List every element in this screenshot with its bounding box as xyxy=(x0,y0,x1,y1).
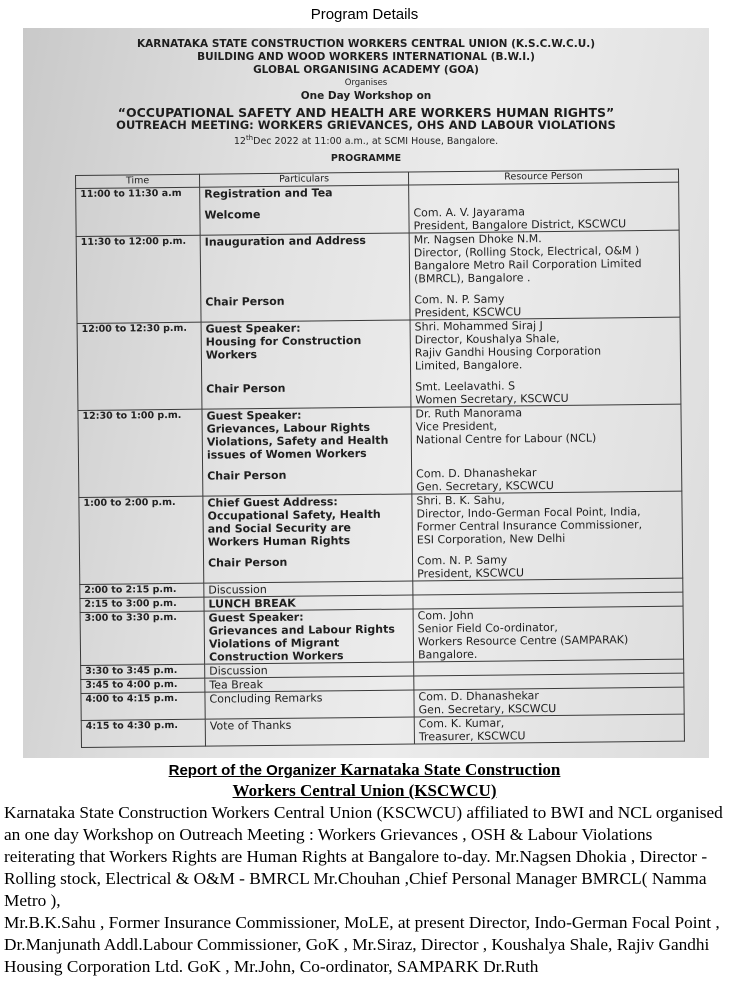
goa-name: GLOBAL ORGANISING ACADEMY (GOA) xyxy=(253,64,479,76)
table-row xyxy=(76,230,680,323)
photo-header xyxy=(23,38,709,165)
bwi-name: BUILDING AND WOOD WORKERS INTERNATIONAL (B.W.I.) xyxy=(197,51,535,63)
particulars-item: Discussion xyxy=(209,664,268,678)
time-cell: 4:15 to 4:30 p.m. xyxy=(81,719,205,747)
time-cell: 2:00 to 2:15 p.m. xyxy=(80,583,204,598)
table-row xyxy=(76,182,679,236)
time-cell: 11:30 to 12:00 p.m. xyxy=(76,235,201,323)
resource-item: Dr. Ruth Manorama Vice President, National Centre for Labour (NCL) xyxy=(415,406,597,447)
workshop-label: One Day Workshop on xyxy=(300,90,432,102)
resource-item: Com. N. P. Samy President, KSCWCU xyxy=(414,292,522,320)
time-cell: 4:00 to 4:15 p.m. xyxy=(81,692,205,720)
resource-cell xyxy=(409,230,680,320)
programme-table-body xyxy=(76,182,685,747)
particulars-cell xyxy=(205,690,414,719)
resource-item: Com. A. V. Jayarama President, Bangalore District, KSCWCU xyxy=(413,205,627,233)
particulars-item: Guest Speaker: Grievances and Labour Rights Violations of Migrant Construction Workers xyxy=(208,610,395,664)
particulars-item: Inauguration and Address xyxy=(204,233,366,249)
column-header-resource: Resource Person xyxy=(408,169,678,185)
time-cell: 1:00 to 2:00 p.m. xyxy=(79,496,204,584)
resource-item: Com. K. Kumar, Treasurer, KSCWCU xyxy=(418,716,526,744)
union-name: KARNATAKA STATE CONSTRUCTION WORKERS CENTRAL UNION (K.S.C.W.C.U.) xyxy=(136,38,596,50)
table-row xyxy=(77,317,681,410)
resource-cell xyxy=(409,182,679,233)
resource-item xyxy=(413,183,674,207)
page-heading: Program Details xyxy=(310,6,419,23)
table-row xyxy=(79,491,683,584)
report-paragraph: Mr.B.K.Sahu , Former Insurance Commissioner, MoLE, at present Director, Indo-German Focal Point , xyxy=(4,913,720,932)
resource-cell xyxy=(414,687,684,717)
report-body xyxy=(4,802,726,978)
resource-item: Com. John Senior Field Co-ordinator, Workers Resource Centre (SAMPARAK) Bangalore. xyxy=(417,608,629,662)
resource-item: Com. N. P. Samy President, KSCWCU xyxy=(416,553,525,581)
programme-table xyxy=(75,169,685,748)
particulars-item: Concluding Remarks xyxy=(209,691,323,706)
report-title xyxy=(0,760,729,801)
particulars-item: Registration and Tea xyxy=(204,186,333,201)
resource-item: Com. D. Dhanashekar Gen. Secretary, KSCWCU xyxy=(416,466,555,494)
time-cell: 3:00 to 3:30 p.m. xyxy=(80,611,205,665)
resource-cell xyxy=(410,317,681,407)
particulars-item: Guest Speaker: Housing for Construction Workers xyxy=(205,321,362,362)
particulars-item: LUNCH BREAK xyxy=(208,596,296,611)
particulars-cell xyxy=(200,185,409,235)
report-title-line1: Report of the Organizer Karnataka State Construction xyxy=(168,760,561,779)
column-header-particulars: Particulars xyxy=(199,172,408,187)
time-cell: 11:00 to 11:30 a.m xyxy=(76,187,200,236)
resource-item: Shri. B. K. Sahu, Director, Indo-German Focal Point, India, Former Central Insurance Commissioner, ESI Corporation, New Delhi xyxy=(416,493,643,547)
resource-item: Mr. Nagsen Dhoke N.M. Director, (Rolling Stock, Electrical, O&M ) Bangalore Metro Rail Corporation Limited (BMRCL), Bangalore . xyxy=(413,232,642,286)
table-row xyxy=(78,404,682,497)
particulars-cell xyxy=(202,407,412,496)
particulars-cell xyxy=(204,609,414,664)
report-paragraph: Dr.Manjunath Addl.Labour Commissioner, GoK , Mr.Siraz, Director , Koushalya Shale, Rajiv Gandhi Housing Corporation Ltd. GoK , Mr.John, Co-ordinator, SAMPARK Dr.Ruth xyxy=(4,935,710,976)
report-paragraph: Karnataka State Construction Workers Central Union (KSCWCU) affiliated to BWI and NCL organised an one day Workshop on Outreach Meeting : Workers Grievances , OSH & Labour Violations reiterating that Workers Rights are Human Rights at Bangalore to-day. Mr.Nagsen Dhokia , Director - Rolling stock, Electrical & O&M - BMRCL Mr.Chouhan ,Chief Personal Manager BMRCL( Namma Metro ), xyxy=(4,803,723,910)
particulars-item: Discussion xyxy=(208,583,267,597)
report-title-line2: Workers Central Union (KSCWCU) xyxy=(232,781,497,800)
resource-item: Com. D. Dhanashekar Gen. Secretary, KSCWCU xyxy=(418,689,557,717)
particulars-item: Vote of Thanks xyxy=(209,718,292,733)
particulars-cell xyxy=(205,717,414,746)
resource-cell xyxy=(413,606,684,662)
particulars-item: Chair Person xyxy=(207,468,287,483)
particulars-cell xyxy=(203,494,413,583)
time-cell: 3:45 to 4:00 p.m. xyxy=(81,678,205,693)
workshop-subtitle: OUTREACH MEETING: WORKERS GRIEVANCES, OHS AND LABOUR VIOLATIONS xyxy=(116,118,616,132)
programme-photo xyxy=(23,28,709,758)
particulars-item: Welcome xyxy=(204,208,261,222)
column-header-time: Time xyxy=(76,174,200,188)
resource-item: Smt. Leelavathi. S Women Secretary, KSCWCU xyxy=(415,379,569,407)
time-cell: 2:15 to 3:00 p.m. xyxy=(80,597,204,612)
time-cell: 12:30 to 1:00 p.m. xyxy=(78,409,203,497)
workshop-date: 12thDec 2022 at 11:00 a.m., at SCMI House, Bangalore. xyxy=(233,134,499,148)
particulars-item: Chair Person xyxy=(208,555,288,570)
resource-cell xyxy=(414,714,684,744)
table-row xyxy=(80,606,684,665)
particulars-item: Chair Person xyxy=(206,381,286,396)
particulars-item: Guest Speaker: Grievances, Labour Rights Violations, Safety and Health issues of Women Workers xyxy=(206,408,389,462)
particulars-cell xyxy=(200,233,410,322)
table-row xyxy=(81,714,684,747)
time-cell: 3:30 to 3:45 p.m. xyxy=(81,664,205,679)
particulars-item: Tea Break xyxy=(209,678,263,692)
workshop-title: “OCCUPATIONAL SAFETY AND HEALTH ARE WORKERS HUMAN RIGHTS” xyxy=(117,105,615,120)
resource-item: Shri. Mohammed Siraj J Director, Koushalya Shale, Rajiv Gandhi Housing Corporation Limited, Bangalore. xyxy=(414,319,602,373)
particulars-item: Chair Person xyxy=(205,294,285,309)
programme-label: PROGRAMME xyxy=(330,153,402,165)
time-cell: 12:00 to 12:30 p.m. xyxy=(77,322,202,410)
resource-cell xyxy=(412,491,683,581)
organises-label: Organises xyxy=(344,78,388,88)
resource-cell xyxy=(411,404,682,494)
particulars-cell xyxy=(201,320,411,409)
particulars-item: Chief Guest Address: Occupational Safety, Health and Social Security are Workers Human Rights xyxy=(207,495,381,549)
